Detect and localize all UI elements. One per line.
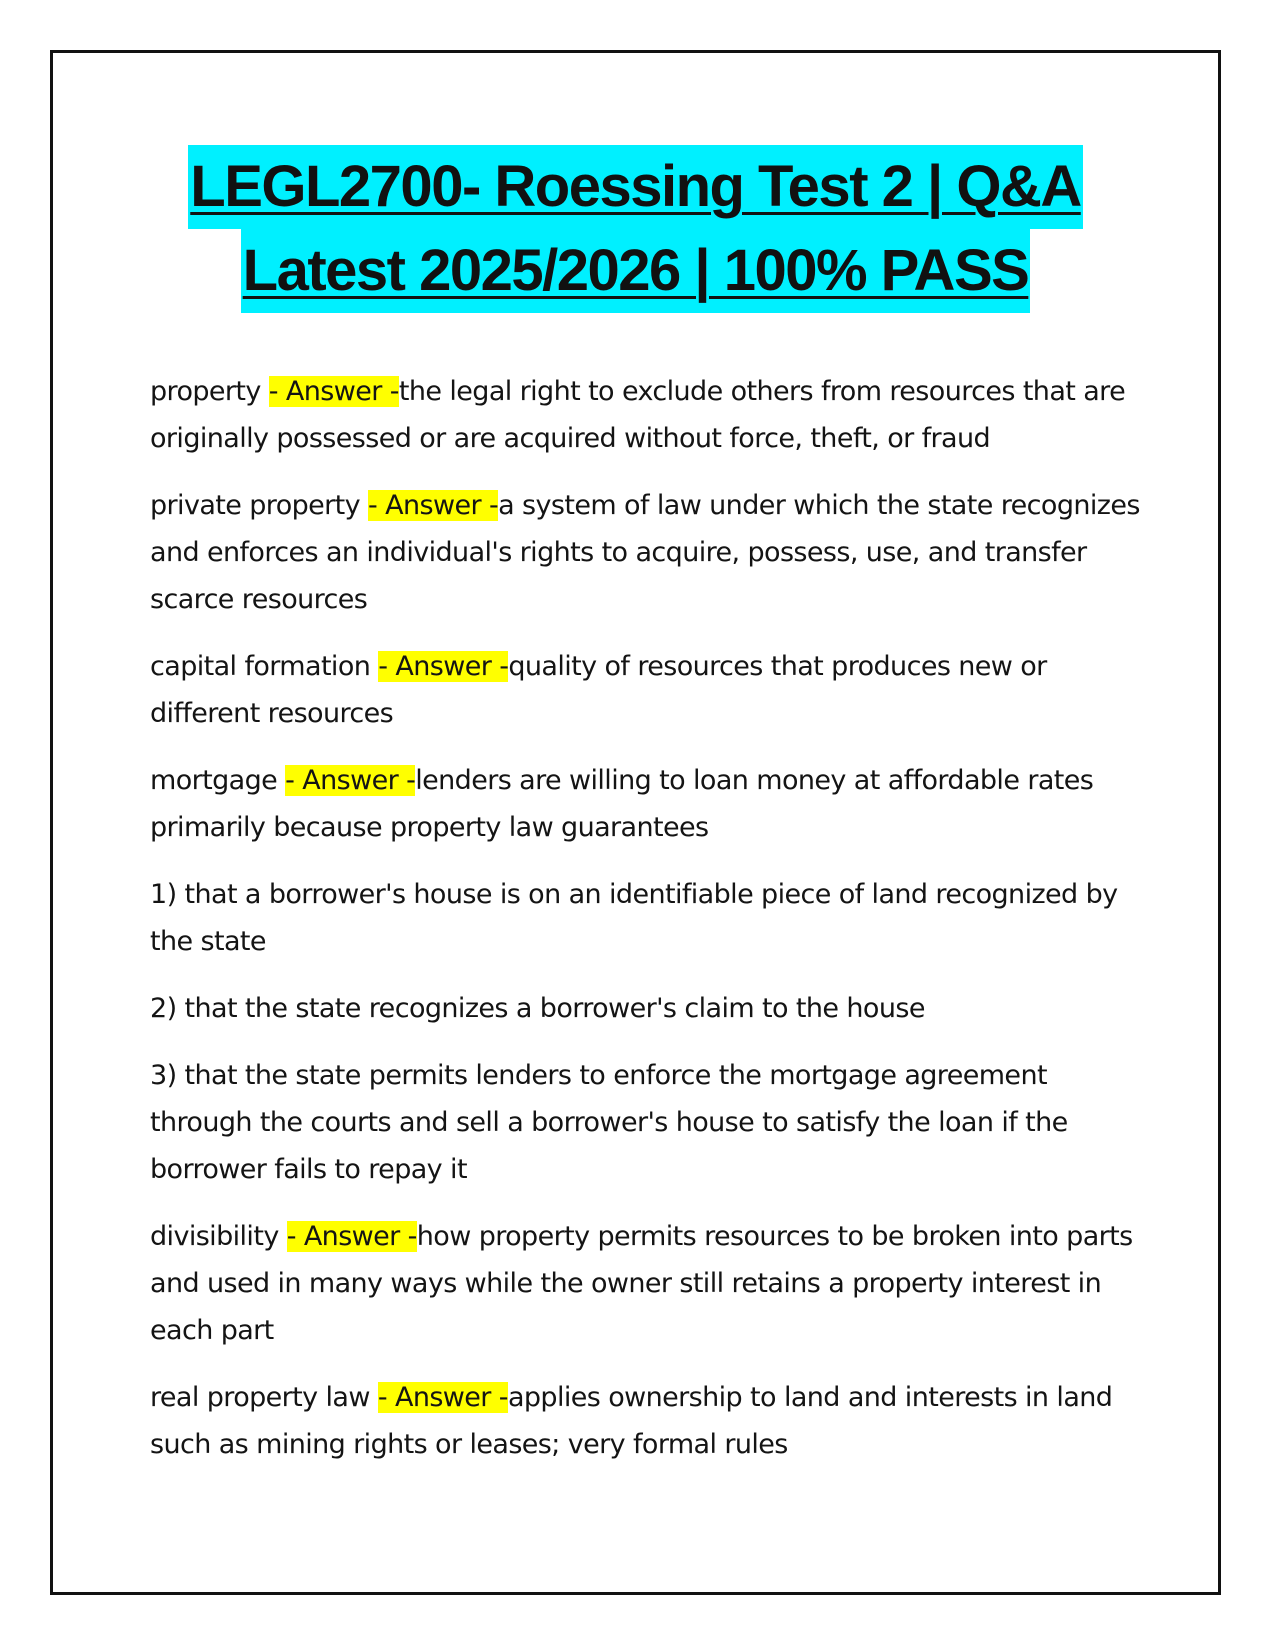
entry-definition: quality of resources that produces new or different resources xyxy=(150,651,1047,729)
title-line-2: Latest 2025/2026 | 100% PASS xyxy=(241,229,1031,313)
entry-definition: the legal right to exclude others from resources that are originally possessed or are acquired without force, theft, or fraud xyxy=(150,376,1126,454)
entry-term: divisibility xyxy=(150,1221,279,1252)
answer-marker: - Answer - xyxy=(378,651,509,682)
document-title xyxy=(53,145,1218,313)
entry-term: real property law xyxy=(150,1382,370,1413)
answer-marker: - Answer - xyxy=(377,1382,508,1413)
answer-marker: - Answer - xyxy=(286,1221,417,1252)
qa-content xyxy=(150,368,1140,1488)
qa-entry-capital-formation xyxy=(150,643,1140,737)
mortgage-list-item-2: 2) that the state recognizes a borrower's claim to the house xyxy=(150,993,925,1024)
qa-entry-property xyxy=(150,368,1140,462)
entry-term: mortgage xyxy=(150,765,278,796)
qa-entry-mortgage xyxy=(150,757,1140,851)
title-line-1: LEGL2700- Roessing Test 2 | Q&A xyxy=(188,145,1082,229)
entry-definition: applies ownership to land and interests in land such as mining rights or leases; very formal rules xyxy=(150,1382,1113,1460)
entry-definition: lenders are willing to loan money at affordable rates primarily because property law guarantees xyxy=(150,765,1094,843)
entry-term: property xyxy=(150,376,261,407)
entry-term: capital formation xyxy=(150,651,371,682)
entry-definition: a system of law under which the state recognizes and enforces an individual's rights to acquire, possess, use, and transfer scarce resources xyxy=(150,490,1140,615)
mortgage-list-item-1: 1) that a borrower's house is on an identifiable piece of land recognized by the state xyxy=(150,879,1118,957)
qa-entry-private-property xyxy=(150,482,1140,623)
answer-marker: - Answer - xyxy=(285,765,416,796)
entry-term: private property xyxy=(150,490,361,521)
entry-definition: how property permits resources to be broken into parts and used in many ways while the owner still retains a property interest in each part xyxy=(150,1221,1133,1346)
answer-marker: - Answer - xyxy=(268,376,399,407)
qa-entry-divisibility xyxy=(150,1213,1140,1354)
answer-marker: - Answer - xyxy=(368,490,499,521)
qa-entry-real-property-law xyxy=(150,1374,1140,1468)
mortgage-list-item-3: 3) that the state permits lenders to enforce the mortgage agreement through the courts and sell a borrower's house to satisfy the loan if the borrower fails to repay it xyxy=(150,1060,1068,1185)
